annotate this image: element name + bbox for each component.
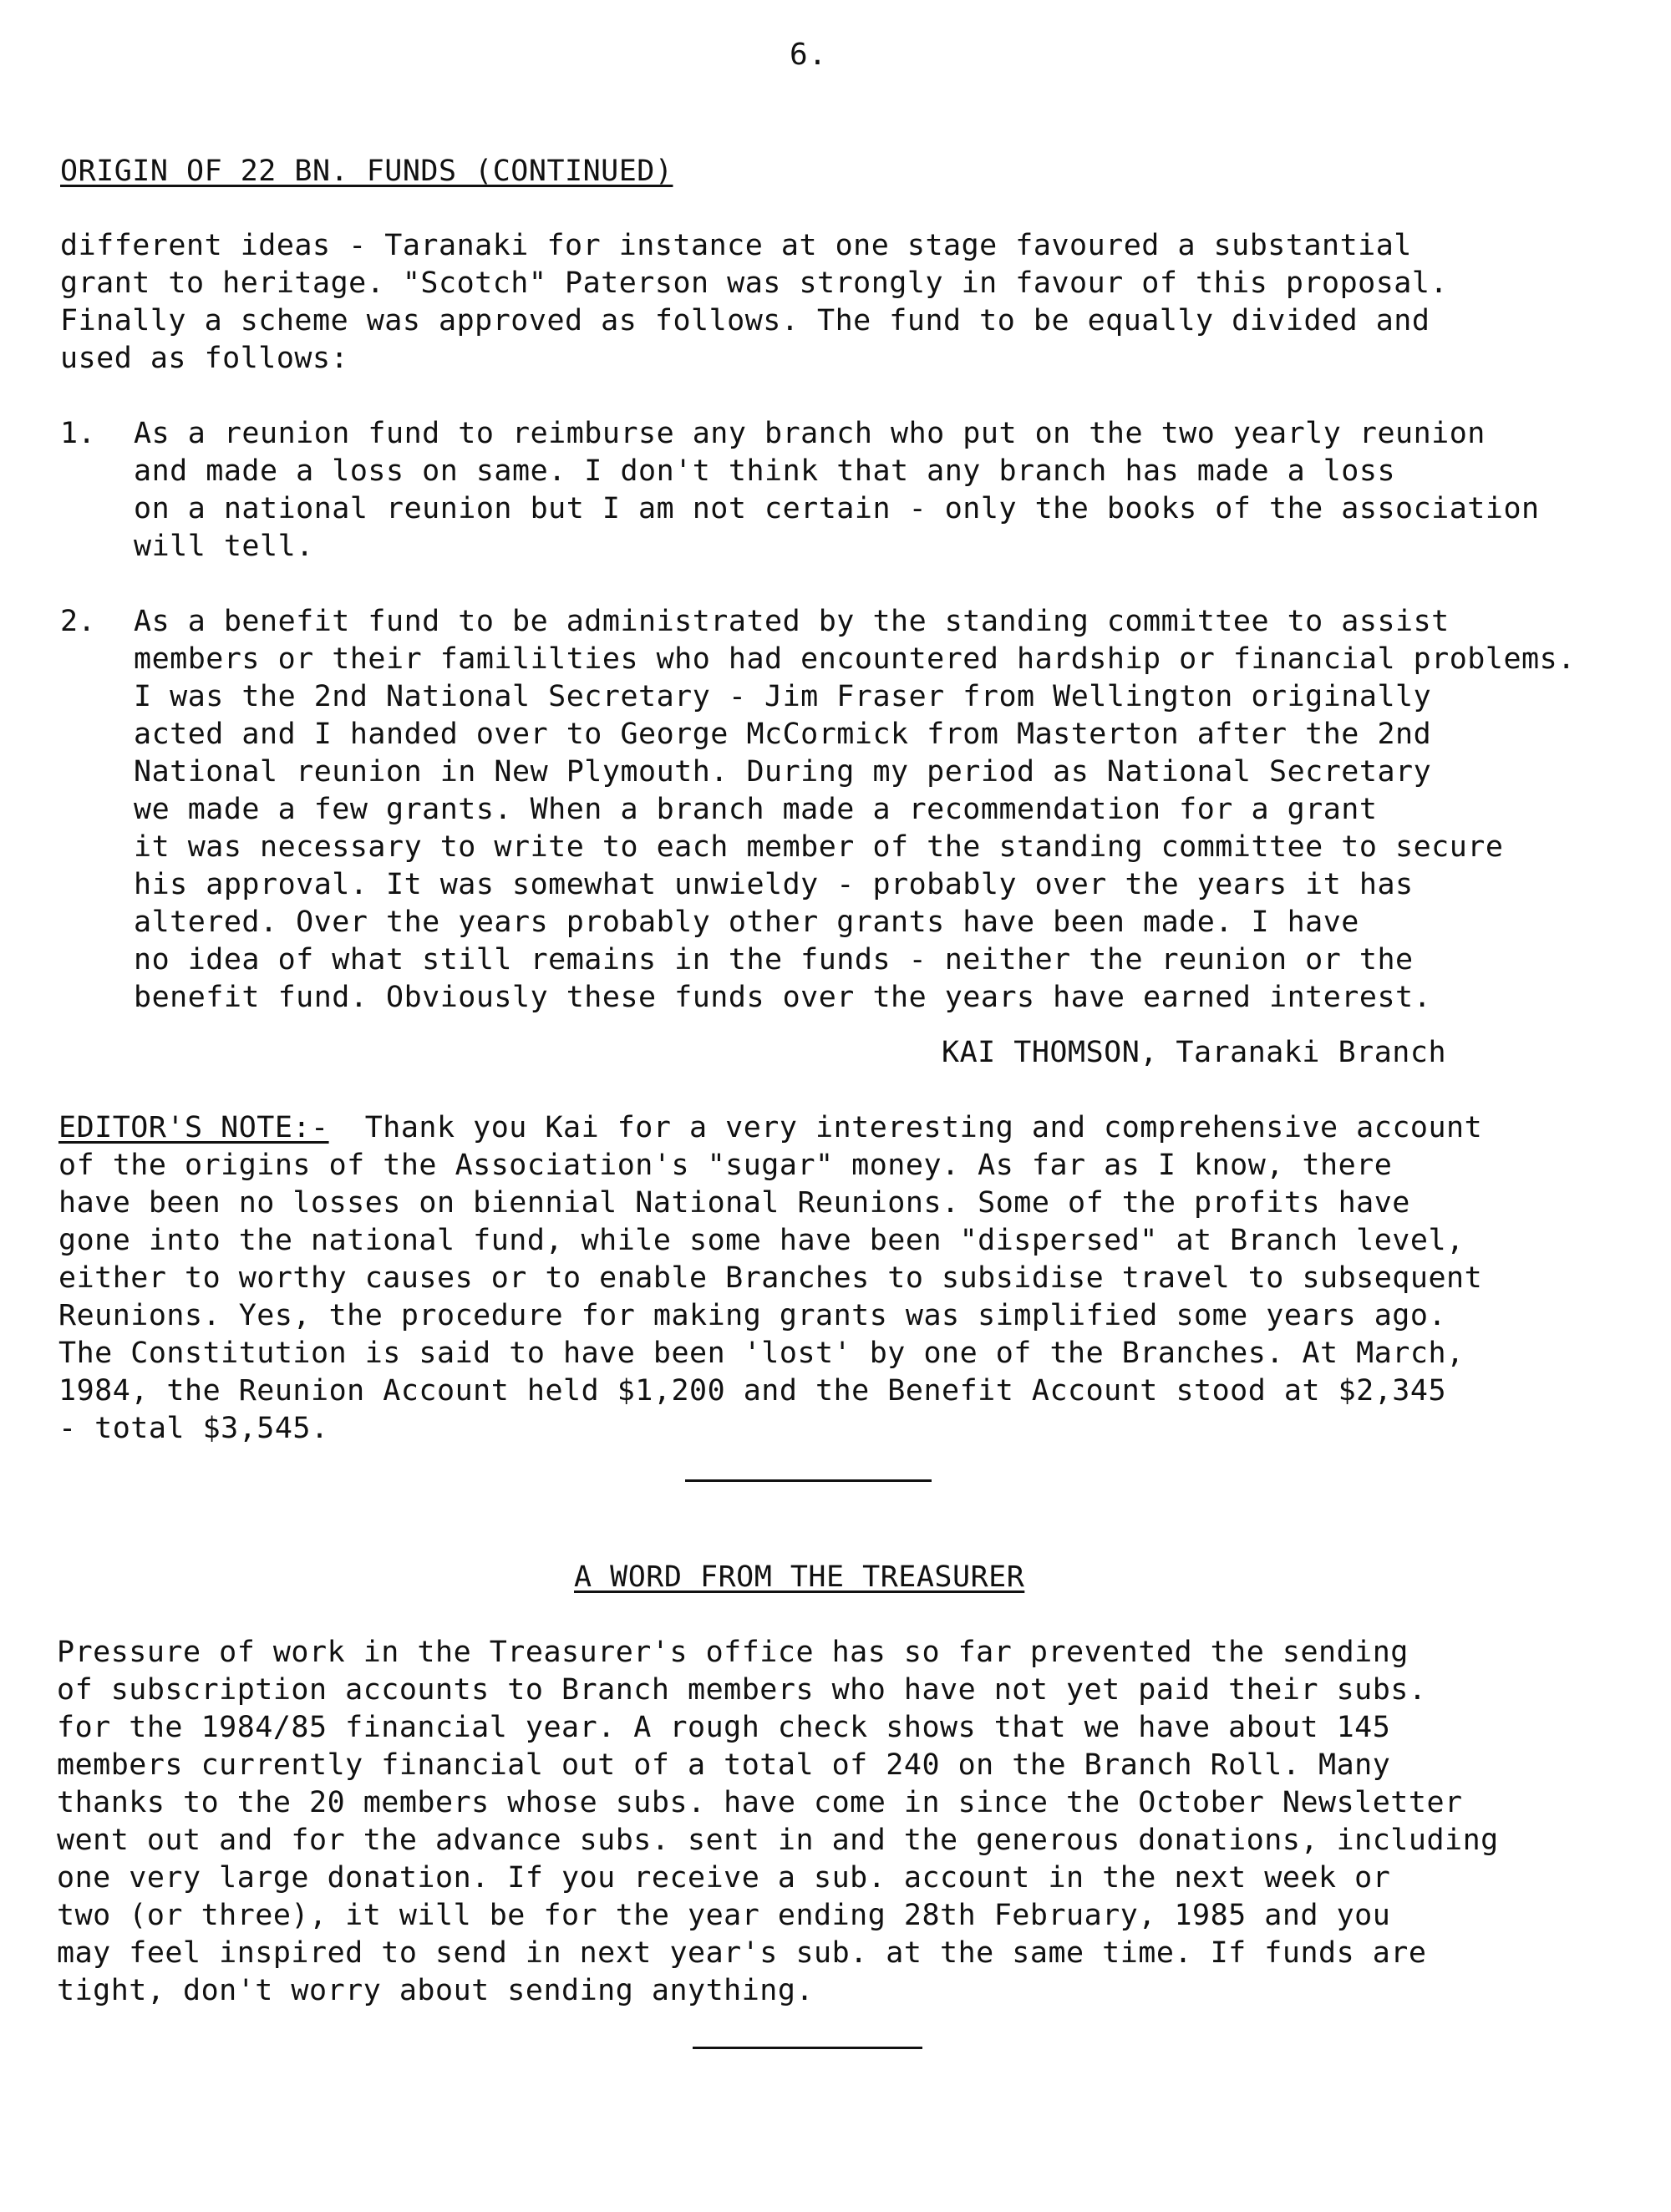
- list-item-text: As a benefit fund to be administrated by the standing committee to assist members or their famililties who had encountered hardship or financial problems. I was the 2nd National Secretary - Jim Fraser from Wellington originally acted and I handed over to George McCormick from Masterton after the 2nd National reunion in New Plymouth. During my period as National Secretary we made a few grants. When a branch made a recommendation for a grant it was necessary to write to each member of the standing committee to secure his approval. It was somewhat unwieldy - probably over the years it has altered. Over the years probably other grants have been made. I have no idea of what still remains in the funds - neither the reunion or the benefit fund. Obviously these funds over the years have earned interest.: [134, 605, 1576, 1014]
- list-item-text: As a reunion fund to reimburse any branch who put on the two yearly reunion and made a loss on same. I don't think that any branch has made a loss on a national reunion but I am not certain - only the books of the association will tell.: [134, 417, 1540, 563]
- editors-note-body: of the origins of the Association's "sugar" money. As far as I know, there have been no losses on biennial National Reunions. Some of the profits have gone into the national fund, while some have been "dispersed" at Branch level, either to worthy causes or to enable Branches to subsidise travel to subsequent Reunions. Yes, the procedure for making grants was simplified some years ago. The Constitution is said to have been 'lost' by one of the Branches. At March, 1984, the Reunion Account held $1,200 and the Benefit Account stood at $2,345 - total $3,545.: [58, 1149, 1483, 1445]
- editors-note-lead: Thank you Kai for a very interesting and comprehensive account: [328, 1111, 1483, 1144]
- editors-note-first-line: [58, 1109, 1482, 1147]
- treasurer-paragraph: Pressure of work in the Treasurer's office has so far prevented the sending of subscription accounts to Branch members who have not yet paid their subs. for the 1984/85 financial year. A rough check shows that we have about 145 members currently financial out of a total of 240 on the Branch Roll. Many thanks to the 20 members whose subs. have come in since the October Newsletter went out and for the advance subs. sent in and the generous donations, including one very large donation. If you receive a sub. account in the next week or two (or three), it will be for the year ending 28th February, 1985 and you may feel inspired to send in next year's sub. at the same time. If funds are tight, don't worry about sending anything.: [57, 1636, 1499, 2007]
- origin-section-heading: ORIGIN OF 22 BN. FUNDS (CONTINUED): [60, 155, 673, 188]
- editors-note-label: EDITOR'S NOTE:-: [58, 1111, 329, 1144]
- author-signature: KAI THOMSON, Taranaki Branch: [942, 1036, 1447, 1069]
- origin-intro-paragraph: different ideas - Taranaki for instance at one stage favoured a substantial grant to heritage. "Scotch" Paterson was strongly in favour of this proposal. Finally a scheme was approved as follows. The fund to be equally divided and used as follows:: [60, 229, 1449, 375]
- section-divider: [685, 1479, 932, 1482]
- treasurer-section-heading: A WORD FROM THE TREASURER: [574, 1560, 1025, 1594]
- list-item-number: 2.: [60, 605, 96, 638]
- list-item-number: 1.: [60, 417, 96, 450]
- section-divider: [693, 2047, 922, 2049]
- page-number: 6.: [790, 38, 828, 72]
